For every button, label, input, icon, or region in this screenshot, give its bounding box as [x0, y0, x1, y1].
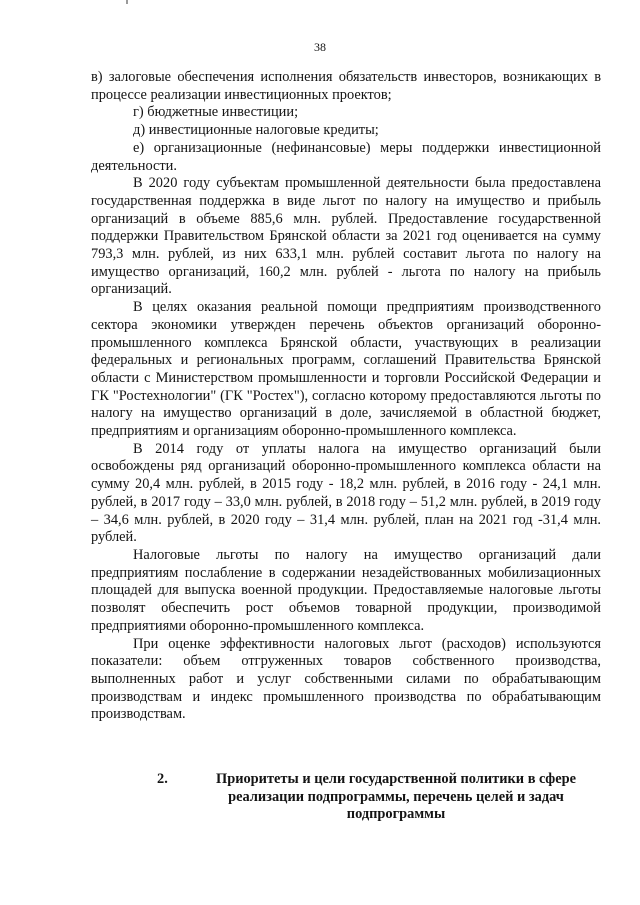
page-number: 38: [314, 40, 326, 54]
body-text: [91, 69, 601, 724]
paragraph: Налоговые льготы по налогу на имущество организаций дали предприятиям послабление в содержании незадействованных мобилизационных площадей для выпуска военной продукции. Предоставляемые налоговые льготы позволят обеспечить рост объемов товарной продукции, производимой предприятиями оборонно-промышленного комплекса.: [91, 546, 601, 634]
section-number: 2.: [157, 771, 168, 787]
paragraph: В 2014 году от уплаты налога на имущество организаций были освобождены ряд организаций оборонно-промышленного комплекса области на сумму 20,4 млн. рублей, в 2015 году - 18,2 млн. рублей, в 2016 году - 24,1 млн. рублей, в 2017 году – 33,0 млн. рублей, в 2018 году – 51,2 млн. рублей, в 2019 году – 34,6 млн. рублей, в 2020 году – 31,4 млн. рублей, план на 2021 год -31,4 млн. рублей.: [91, 440, 601, 546]
section-title: Приоритеты и цели государственной политики в сфере реализации подпрограммы, перечень целей и задач подпрограммы: [216, 771, 576, 823]
paragraph: В 2020 году субъектам промышленной деятельности была предоставлена государственная поддержка в виде льгот по налогу на имущество и прибыль организаций в объеме 885,6 млн. рублей. Предоставление государственной поддержки Правительством Брянской области за 2021 год оценивается на сумму 793,3 млн. рублей, из них 633,1 млн. рублей составит льгота по налогу на имущество организаций, 160,2 млн. рублей - льгота по налогу на прибыль организаций.: [91, 175, 601, 298]
paragraph: При оценке эффективности налоговых льгот (расходов) используются показатели: объем отгруженных товаров собственного производства, выполненных работ и услуг собственными силами по обрабатывающим производствам и индекс промышленного производства по обрабатывающим производствам.: [91, 635, 601, 723]
paragraph: е) организационные (нефинансовые) меры поддержки инвестиционной деятельности.: [91, 139, 601, 174]
section-heading: [91, 771, 601, 824]
scan-artifact: [126, 0, 128, 4]
paragraph: в) залоговые обеспечения исполнения обязательств инвесторов, возникающих в процессе реализации инвестиционных проектов;: [91, 69, 601, 103]
paragraph: д) инвестиционные налоговые кредиты;: [133, 122, 379, 139]
paragraph: г) бюджетные инвестиции;: [133, 104, 299, 121]
paragraph: В целях оказания реальной помощи предприятиям производственного сектора экономики утвержден перечень объектов организаций оборонно-промышленного комплекса Брянской области, участвующих в реализации федеральных и региональных программ, соглашений Правительства Брянской области с Министерством промышленности и торговли Российской Федерации и ГК "Ростехнологии" (ГК "Ростех"), согласно которому предоставляются льготы по налогу на имущество организаций в доле, зачисляемой в областной бюджет, предприятиям и организациям оборонно-промышленного комплекса.: [91, 299, 601, 440]
